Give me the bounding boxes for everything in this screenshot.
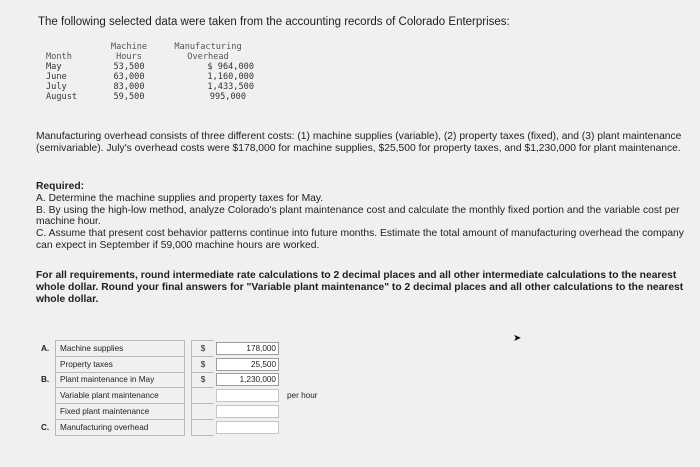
currency-symbol xyxy=(192,404,215,420)
answer-label: Variable plant maintenance xyxy=(56,388,185,404)
table-row xyxy=(46,82,258,92)
hours-cell: 53,500 xyxy=(113,62,145,72)
answer-label: Manufacturing overhead xyxy=(56,419,185,435)
unit-label xyxy=(281,419,330,435)
month-cell: August xyxy=(46,92,78,102)
intro-text: The following selected data were taken from the accounting records of Colorado Enterprises: xyxy=(38,16,510,28)
fixed-plant-maintenance-input[interactable] xyxy=(216,405,279,418)
currency-symbol: $ xyxy=(192,372,215,388)
unit-label xyxy=(281,356,330,372)
plant-maintenance-may-input[interactable]: 1,230,000 xyxy=(216,373,279,386)
requirement-c: C. Assume that present cost behavior patterns continue into future months. Estimate the total amount of manufacturing overhead the company can expect in September if 59,000 machine hours are worked. xyxy=(36,228,684,251)
currency-symbol xyxy=(192,388,215,404)
answer-row xyxy=(39,372,330,388)
answer-letter xyxy=(39,356,56,372)
table-row xyxy=(46,92,258,102)
overhead-cell: $ 964,000 xyxy=(207,62,254,72)
variable-plant-maintenance-input[interactable] xyxy=(216,389,279,402)
answer-label: Fixed plant maintenance xyxy=(56,404,185,420)
overhead-cell: 1,433,500 xyxy=(207,82,254,92)
cost-description: Manufacturing overhead consists of three different costs: (1) machine supplies (variable), (2) property taxes (fixed), and (3) plant maintenance (semivariable). July's overhead costs were $178,000 for machine supplies, $25,500 for property taxes, and $1,230,000 for plant maintenance. xyxy=(36,131,682,154)
requirements xyxy=(36,181,686,252)
answer-label: Plant maintenance in May xyxy=(56,372,185,388)
machine-supplies-input[interactable]: 178,000 xyxy=(216,342,279,355)
answer-label: Property taxes xyxy=(56,356,185,372)
answer-table xyxy=(39,340,331,436)
month-cell: May xyxy=(46,62,62,72)
hours-cell: 59,500 xyxy=(113,92,145,102)
currency-symbol: $ xyxy=(192,341,215,357)
answer-row xyxy=(39,356,330,372)
month-cell: July xyxy=(46,82,67,92)
month-cell: June xyxy=(46,72,67,82)
answer-letter: C. xyxy=(41,422,50,432)
unit-label xyxy=(281,341,330,357)
currency-symbol xyxy=(192,419,215,435)
col-header-hours-2: Hours xyxy=(116,52,142,62)
requirement-a: A. Determine the machine supplies and property taxes for May. xyxy=(36,192,324,204)
data-table xyxy=(46,42,258,102)
currency-symbol: $ xyxy=(192,356,215,372)
answer-row xyxy=(39,404,330,420)
col-header-overhead-1: Manufacturing xyxy=(174,42,242,52)
col-header-hours-1: Machine xyxy=(110,42,148,52)
answer-letter xyxy=(39,388,56,404)
col-header-month: Month xyxy=(46,52,72,62)
overhead-cell: 1,160,000 xyxy=(207,72,254,82)
requirement-b: B. By using the high-low method, analyze Colorado's plant maintenance cost and calculate the monthly fixed portion and the variable cost per machine hour. xyxy=(36,204,680,228)
answer-row xyxy=(39,419,330,435)
hours-cell: 63,000 xyxy=(113,72,145,82)
answer-letter: B. xyxy=(41,375,50,385)
answer-row xyxy=(39,341,330,357)
answer-label: Machine supplies xyxy=(56,341,185,357)
unit-label xyxy=(281,404,330,420)
property-taxes-input[interactable]: 25,500 xyxy=(216,358,279,371)
unit-label xyxy=(281,372,330,388)
col-header-overhead-2: Overhead xyxy=(187,52,229,62)
required-heading: Required: xyxy=(36,181,85,192)
answer-row xyxy=(39,388,330,404)
overhead-cell: 995,000 xyxy=(209,92,246,102)
answer-letter xyxy=(39,404,56,420)
table-row xyxy=(46,72,258,82)
rounding-note: For all requirements, round intermediate rate calculations to 2 decimal places and all other intermediate calculations to the nearest whole dollar. Round your final answers for "Variable plant maintenance" to 2 decimal places and all other calculations to the nearest whole dollar. xyxy=(36,270,684,305)
answer-letter: A. xyxy=(41,343,50,353)
mouse-pointer-icon: ➤ xyxy=(513,333,522,344)
manufacturing-overhead-input[interactable] xyxy=(216,421,279,434)
hours-cell: 83,000 xyxy=(113,82,145,92)
unit-label: per hour xyxy=(287,391,318,401)
table-row xyxy=(46,62,258,72)
